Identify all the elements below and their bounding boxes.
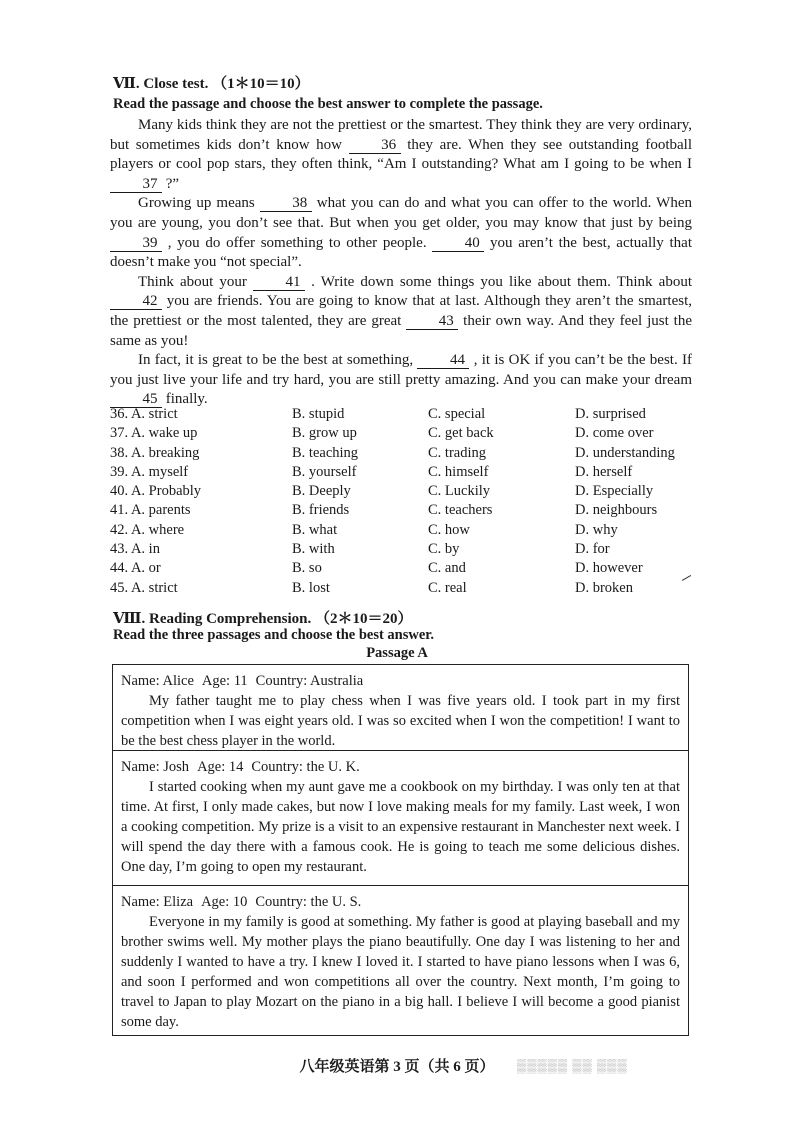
option-36-c[interactable]: C. special <box>428 406 486 422</box>
blank-45: 45 <box>110 392 162 408</box>
profile-country: Country: the U. K. <box>251 759 360 775</box>
option-40-d[interactable]: D. Especially <box>575 483 654 500</box>
section-8-heading: Ⅷ. Reading Comprehension. （2＊10＝20） <box>113 611 413 627</box>
option-43-b[interactable]: B. with <box>292 541 335 558</box>
blank-38: 38 <box>260 196 312 212</box>
option-37-a[interactable]: 37. A. wake up <box>110 425 198 442</box>
cloze-options <box>110 406 710 599</box>
cloze-passage <box>110 116 692 410</box>
profile-country: Country: Australia <box>255 673 364 689</box>
option-43-d[interactable]: D. for <box>575 541 610 558</box>
option-42-b[interactable]: B. what <box>292 521 338 538</box>
section-7-heading: Ⅶ. Close test. （1＊10＝10） <box>113 76 310 92</box>
option-44-b[interactable]: B. so <box>292 560 322 577</box>
option-row-43 <box>110 541 710 560</box>
profile-text: I started cooking when my aunt gave me a cookbook on my birthday. I was only ten at that time. At first, I only made cakes, but now I love making meals for my family. Last week, I won a cooking competition. My prize is a visit to an expensive restaurant in Manchester next week. I will spend the day there with a famous cook. He is going to teach me some delicious dishes. One day, I’m going to open my restaurant. <box>121 779 680 875</box>
option-row-45 <box>110 580 710 599</box>
profile-age: Age: 10 <box>201 894 248 910</box>
option-39-b[interactable]: B. yourself <box>292 463 357 480</box>
profile-box-josh <box>112 751 689 886</box>
option-row-39 <box>110 464 710 483</box>
option-45-c[interactable]: C. real <box>428 579 467 596</box>
blank-41: 41 <box>253 275 305 291</box>
option-39-c[interactable]: C. himself <box>428 463 489 480</box>
profile-age: Age: 11 <box>201 673 248 689</box>
blank-37: 37 <box>110 177 162 193</box>
profile-age: Age: 14 <box>197 759 244 775</box>
option-41-a[interactable]: 41. A. parents <box>110 502 191 519</box>
option-row-36 <box>110 406 710 425</box>
profile-country: Country: the U. S. <box>255 894 362 910</box>
option-40-a[interactable]: 40. A. Probably <box>110 483 202 500</box>
section-8-instruction: Read the three passages and choose the best answer. <box>113 627 435 643</box>
profile-box-alice <box>112 664 689 751</box>
profile-header <box>121 757 680 777</box>
section-7-instruction: Read the passage and choose the best answer to complete the passage. <box>113 96 543 112</box>
option-40-c[interactable]: C. Luckily <box>428 483 491 500</box>
blank-40: 40 <box>432 236 484 252</box>
option-45-b[interactable]: B. lost <box>292 579 330 596</box>
profile-box-eliza <box>112 886 689 1036</box>
option-row-41 <box>110 502 710 521</box>
option-42-c[interactable]: C. how <box>428 521 470 538</box>
blank-36: 36 <box>349 138 401 154</box>
option-row-44 <box>110 560 710 579</box>
profile-header <box>121 892 680 912</box>
option-43-a[interactable]: 43. A. in <box>110 541 160 558</box>
option-36-d[interactable]: D. surprised <box>575 406 646 422</box>
profile-name: Name: Eliza <box>121 894 194 910</box>
option-36-a[interactable]: 36. A. strict <box>110 406 178 422</box>
cloze-paragraph-1: Many kids think they are not the prettiest or the smartest. They think they are very ordinary, but sometimes kids don’t know how 36 they are. When they see outstanding football players or cool pop stars, they often think, “Am I outstanding? What am I going to be when I 37 ?” <box>110 117 693 192</box>
profile-header <box>121 671 680 691</box>
profile-name: Name: Josh <box>121 759 190 775</box>
option-row-38 <box>110 445 710 464</box>
option-39-a[interactable]: 39. A. myself <box>110 463 189 480</box>
option-36-b[interactable]: B. stupid <box>292 406 345 422</box>
option-row-37 <box>110 425 710 444</box>
blank-39: 39 <box>110 236 162 252</box>
blank-44: 44 <box>417 353 469 369</box>
option-42-a[interactable]: 42. A. where <box>110 521 185 538</box>
cloze-paragraph-4: In fact, it is great to be the best at something, 44 , it is OK if you can’t be the best. If you just live your life and try hard, you are still pretty amazing. And you can make your dream 45 finally. <box>110 352 692 408</box>
option-41-d[interactable]: D. neighbours <box>575 502 658 519</box>
profile-text: Everyone in my family is good at something. My father is good at playing baseball and my brother swims well. My mother plays the piano beautifully. One day I was listening to her and suddenly I wanted to have a try. I knew I loved it. I started to have piano lessons when I was 6, and soon I performed and won competitions all over the country. Next month, I’m going to travel to Japan to play Mozart on the piano in a big hall. I believe I will become a good pianist some day. <box>121 914 680 1030</box>
option-44-d[interactable]: D. however <box>575 560 643 577</box>
option-40-b[interactable]: B. Deeply <box>292 483 351 500</box>
option-41-b[interactable]: B. friends <box>292 502 350 519</box>
option-row-42 <box>110 522 710 541</box>
option-37-d[interactable]: D. come over <box>575 425 654 442</box>
option-44-a[interactable]: 44. A. or <box>110 560 161 577</box>
page-footer: 八年级英语第 3 页（共 6 页） <box>299 1059 495 1075</box>
option-38-b[interactable]: B. teaching <box>292 444 359 461</box>
option-38-d[interactable]: D. understanding <box>575 444 675 461</box>
option-38-a[interactable]: 38. A. breaking <box>110 444 200 461</box>
option-row-40 <box>110 483 710 502</box>
option-38-c[interactable]: C. trading <box>428 444 486 461</box>
blank-43: 43 <box>406 314 458 330</box>
option-39-d[interactable]: D. herself <box>575 463 633 480</box>
option-44-c[interactable]: C. and <box>428 560 466 577</box>
scan-stamp-smudge: ▒▒▒▒▒ ▒▒ ▒▒▒ <box>517 1058 628 1073</box>
profile-name: Name: Alice <box>121 673 194 689</box>
option-41-c[interactable]: C. teachers <box>428 502 493 519</box>
option-43-c[interactable]: C. by <box>428 541 460 558</box>
option-42-d[interactable]: D. why <box>575 521 618 538</box>
cloze-paragraph-3: Think about your 41 . Write down some things you like about them. Think about 42 you are friends. You are going to know that at last. Although they aren’t the smartest, the prettiest or the most talented, they are great 43 their own way. And they feel just the same as you! <box>110 273 692 349</box>
option-37-c[interactable]: C. get back <box>428 425 494 442</box>
option-37-b[interactable]: B. grow up <box>292 425 357 442</box>
option-45-a[interactable]: 45. A. strict <box>110 579 178 596</box>
passage-a-title: Passage A <box>366 645 428 661</box>
profile-text: My father taught me to play chess when I was five years old. I took part in my first competition when I was eight years old. I was so excited when I won the competition! I want to be the best chess player in the world. <box>121 693 680 749</box>
cloze-paragraph-2: Growing up means 38 what you can do and what you can offer to the world. When you are young, you don’t see that. But when you get older, you may know that just by being 39 , you do offer something to other people. 40 you aren’t the best, actually that doesn’t make you “not special”. <box>110 195 692 271</box>
option-45-d[interactable]: D. broken <box>575 579 633 596</box>
blank-42: 42 <box>110 294 162 310</box>
